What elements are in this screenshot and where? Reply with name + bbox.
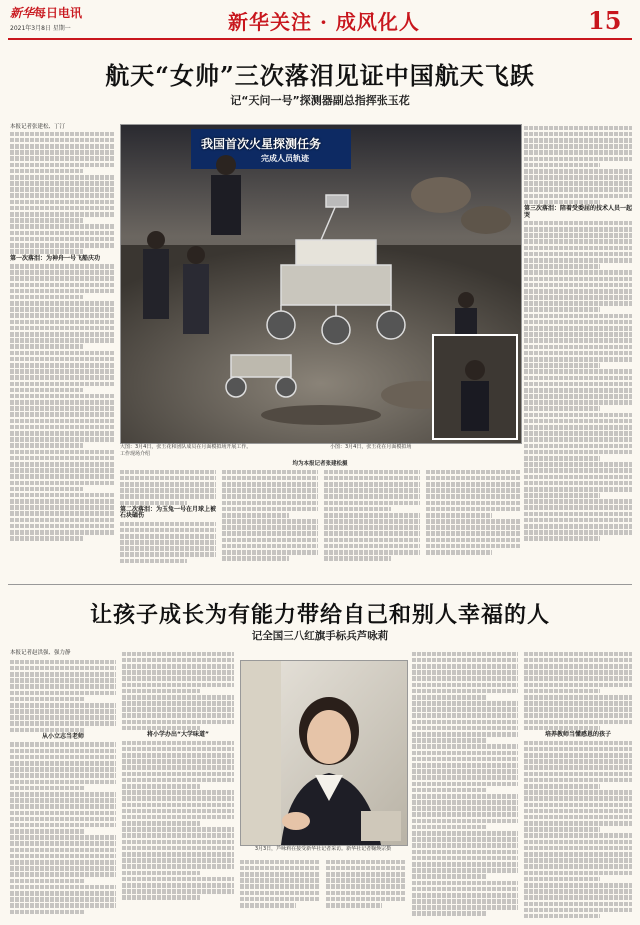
article2-subhead: 记全国三八红旗手标兵芦咏莉 xyxy=(251,630,389,642)
article2-column-5 xyxy=(524,650,632,920)
article1-section-head-3: 第三次落泪：陪着受委屈的技术人员一起哭 xyxy=(524,205,632,219)
teacher-portrait-photo xyxy=(240,660,408,846)
brand-suffix: 每日电讯 xyxy=(34,6,83,20)
article1-column-right xyxy=(524,124,632,578)
article1-column-3 xyxy=(222,468,318,578)
masthead xyxy=(0,0,640,40)
article1-column-5 xyxy=(426,468,520,578)
article2-column-3a xyxy=(240,858,320,920)
article2-column-4 xyxy=(412,650,518,920)
article2-column-2 xyxy=(122,650,234,920)
article1-byline: 本报记者张建松、丁汀 xyxy=(10,124,66,130)
newspaper-brand xyxy=(10,4,82,21)
page-number: 15 xyxy=(588,6,622,35)
article2-headline: 让孩子成长为有能力带给自己和别人幸福的人 xyxy=(89,602,550,628)
article1-section-head-1: 第一次落泪：为神舟一号飞船庆功 xyxy=(10,254,101,262)
article2-section-head-3: 培养教师当懂感恩的孩子 xyxy=(544,731,611,739)
brand-prefix: 新华 xyxy=(10,6,35,20)
photo2-caption: 3月3日，芦咏莉在接受新华社记者采访。新华社记者鞠焕宗摄 xyxy=(254,846,392,852)
teacher-portrait-illustration xyxy=(241,661,407,845)
article1-column-1 xyxy=(10,130,114,578)
photo-banner-title: 我国首次火星探测任务 xyxy=(201,137,322,151)
photo-banner-subtitle: 完成人员轨迹 xyxy=(261,154,309,163)
article-divider xyxy=(8,584,632,585)
article1-column-2 xyxy=(120,468,216,578)
section-title: 新华关注 · 成风化人 xyxy=(228,10,420,34)
masthead-rule xyxy=(8,38,632,40)
issue-date: 2021年3月8日 星期一 xyxy=(10,25,71,32)
article2-column-3b xyxy=(326,858,406,920)
lunar-rover-illustration xyxy=(121,125,521,443)
article2-byline: 本报记者赵洪强、强力静 xyxy=(10,650,71,656)
article2-section-head-2: 将小学办出“大学味道” xyxy=(147,731,209,739)
article1-section-head-2: 第二次落泪：为玉兔一号在月球上被石块磕伤 xyxy=(120,506,216,520)
photo1-credit: 均为本报记者张建松摄 xyxy=(292,461,348,467)
article2-column-1 xyxy=(10,658,116,920)
photo1-caption-right: 小图：3月4日，张玉花在月面模拟场 xyxy=(330,444,412,450)
photo1-caption-left: 大图：3月4日，张玉花和团队成员在月面模拟场开展工作。 xyxy=(120,444,252,450)
photo1-caption-sub: 工作现场介绍 xyxy=(120,451,151,457)
article1-column-4 xyxy=(324,468,420,578)
lunar-rover-photo xyxy=(120,124,522,444)
article2-section-head-1: 从小立志当老师 xyxy=(41,733,84,741)
article1-subhead: 记“天问一号”探测器副总指挥张玉花 xyxy=(230,94,410,107)
article1-headline: 航天“女帅”三次落泪见证中国航天飞跃 xyxy=(105,61,535,90)
